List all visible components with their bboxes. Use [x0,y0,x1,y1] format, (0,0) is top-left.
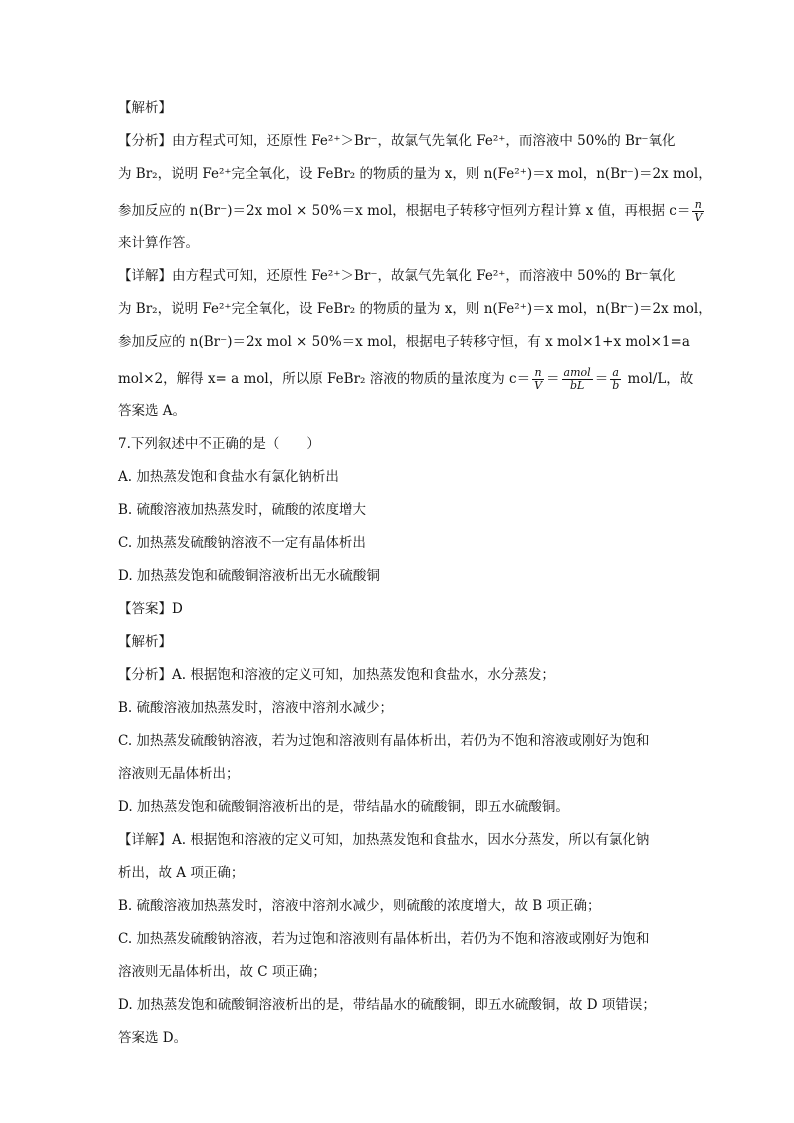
paragraph-line: 【详解】A. 根据饱和溶液的定义可知，加热蒸发饱和食盐水，因水分蒸发，所以有氯化钠 [118,832,650,848]
paragraph-line: 答案选 A。 [118,403,187,419]
paragraph-line: 【分析】A. 根据饱和溶液的定义可知，加热蒸发饱和食盐水，水分蒸发； [118,667,555,683]
fraction-n-over-v: $\frac{n}{V}$ [534,366,543,392]
paragraph-line: 【详解】由方程式可知，还原性 Fe²⁺＞Br⁻，故氯气先氧化 Fe²⁺，而溶液中 50%的 Br⁻氧化 [118,268,676,284]
option-c: C. 加热蒸发硫酸钠溶液不一定有晶体析出 [118,535,366,551]
paragraph-line [118,365,694,393]
paragraph-line: D. 加热蒸发饱和硫酸铜溶液析出的是，带结晶水的硫酸铜，即五水硫酸铜。 [118,799,569,815]
answer-line: 【答案】D [118,601,183,617]
paragraph-line: C. 加热蒸发硫酸钠溶液，若为过饱和溶液则有晶体析出，若仍为不饱和溶液或刚好为饱和 [118,931,650,947]
paragraph-line [118,197,703,225]
paragraph-line: 来计算作答。 [118,235,199,251]
paragraph-line: B. 硫酸溶液加热蒸发时，溶液中溶剂水减少； [118,700,394,716]
fraction-a-over-b: $\frac{a}{b}$ [612,366,620,392]
section-heading-analysis: 【解析】 [118,634,172,650]
fraction-n-over-v: $\frac{n}{V}$ [694,198,703,224]
paragraph-line: 溶液则无晶体析出，故 C 项正确； [118,964,326,980]
paragraph-text: mol×2，解得 x= a mol，所以原 FeBr₂ 溶液的物质的量浓度为 c＝ [118,371,531,387]
option-a: A. 加热蒸发饱和食盐水有氯化钠析出 [118,469,339,485]
paragraph-line: 析出，故 A 项正确； [118,865,245,881]
option-b: B. 硫酸溶液加热蒸发时，硫酸的浓度增大 [118,502,367,518]
unit-text: mol/L，故 [623,371,694,387]
question-stem: 7.下列叙述中不正确的是（ ） [118,436,320,452]
paragraph-line: D. 加热蒸发饱和硫酸铜溶液析出的是，带结晶水的硫酸铜，即五水硫酸铜，故 D 项错误； [118,997,656,1013]
option-d: D. 加热蒸发饱和硫酸铜溶液析出无水硫酸铜 [118,568,380,584]
equals-sign: ＝ [594,371,609,387]
section-heading-analysis: 【解析】 [118,100,172,116]
paragraph-line: C. 加热蒸发硫酸钠溶液，若为过饱和溶液则有晶体析出，若仍为不饱和溶液或刚好为饱和 [118,733,650,749]
fraction-amol-over-bl: $\frac{\text{amol}}{bL}$ [563,366,591,392]
paragraph-line: 答案选 D。 [118,1030,188,1046]
paragraph-line: 参加反应的 n(Br⁻)＝2x mol × 50%＝x mol，根据电子转移守恒，有 x mol×1+x mol×1=a [118,334,690,350]
paragraph-line: 溶液则无晶体析出； [118,766,240,782]
paragraph-line: 【分析】由方程式可知，还原性 Fe²⁺＞Br⁻，故氯气先氧化 Fe²⁺，而溶液中 50%的 Br⁻氧化 [118,133,676,149]
paragraph-text: 参加反应的 n(Br⁻)＝2x mol × 50%＝x mol，根据电子转移守恒列方程计算 x 值，再根据 c＝ [118,203,691,219]
paragraph-line: 为 Br₂，说明 Fe²⁺完全氧化，设 FeBr₂ 的物质的量为 x，则 n(Fe²⁺)＝x mol，n(Br⁻)＝2x mol， [118,301,712,317]
equals-sign: ＝ [546,371,560,387]
paragraph-line: 为 Br₂，说明 Fe²⁺完全氧化，设 FeBr₂ 的物质的量为 x，则 n(Fe²⁺)＝x mol，n(Br⁻)＝2x mol， [118,166,712,182]
paragraph-line: B. 硫酸溶液加热蒸发时，溶液中溶剂水减少，则硫酸的浓度增大，故 B 项正确； [118,898,601,914]
